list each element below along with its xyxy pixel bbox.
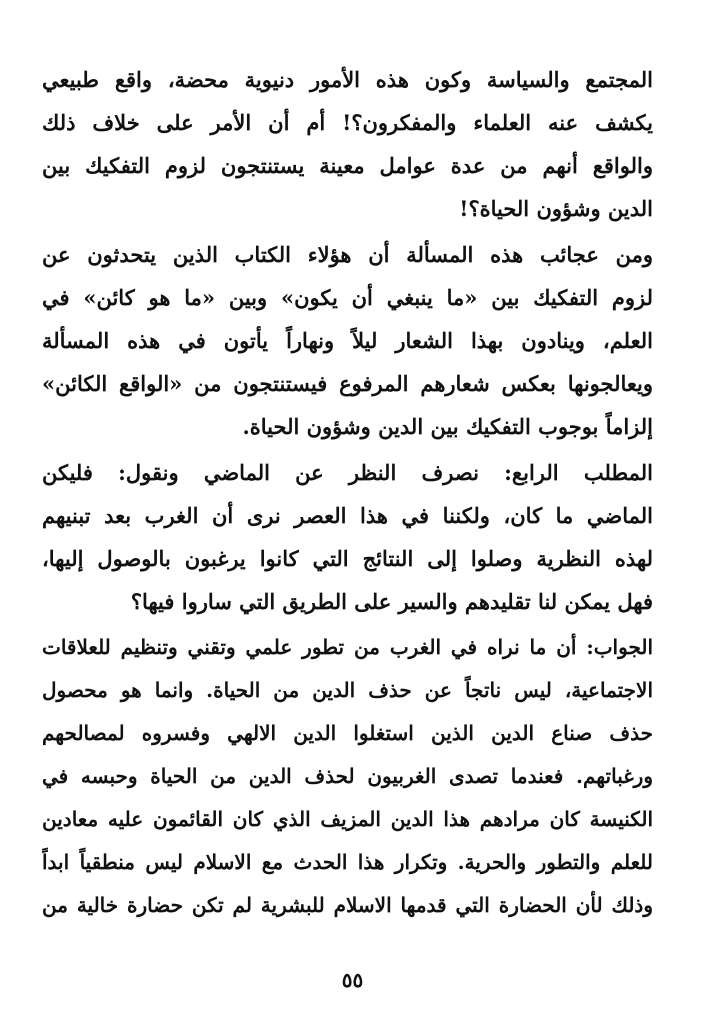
text-line: الكنيسة كان مرادهم هذا الدين المزيف الذي كان القائمون عليه معادين	[42, 807, 653, 831]
text-line: الاجتماعية، ليس ناتجاً عن حذف الدين من الحياة. وانما هو محصول	[42, 678, 653, 702]
text-line: لزوم التفكيك بين «ما ينبغي أن يكون» وبين «ما هو كائن» في	[42, 285, 653, 310]
text-line: نصرف النظر عن الماضي ونقول: فليكن	[42, 460, 479, 485]
text-line: ومن عجائب هذه المسألة أن هؤلاء الكتاب الذين يتحدثون عن	[42, 242, 653, 267]
paragraph-1	[42, 58, 653, 230]
text-line: المجتمع والسياسة وكون هذه الأمور دنيوية محضة، واقع طبيعي	[42, 67, 653, 92]
text-line: وذلك لأن الحضارة التي قدمها الاسلام للبشرية لم تكن حضارة خالية من	[42, 893, 653, 917]
text-line: حذف صناع الدين الذين استغلوا الدين الالهي وفسروه لمصالحهم	[42, 721, 653, 745]
text-line: الماضي ما كان، ولكننا في هذا العصر نرى أن الغرب بعد تبنيهم	[42, 503, 653, 528]
page-number: ٥٥	[341, 968, 364, 992]
paragraph-2	[42, 233, 653, 448]
text-line: والواقع أنهم من عدة عوامل معينة يستنتجون لزوم التفكيك بين	[42, 153, 653, 178]
text-line: الدين وشؤون الحياة؟!	[459, 196, 653, 221]
text-line: لهذه النظرية وصلوا إلى النتائج التي كانوا يرغبون بالوصول إليها،	[42, 546, 653, 571]
paragraph-4	[42, 626, 653, 927]
text-line: يكشف عنه العلماء والمفكرون؟! أم أن الأمر على خلاف ذلك	[42, 110, 653, 135]
text-line: إلزاماً بوجوب التفكيك بين الدين وشؤون الحياة.	[242, 414, 653, 439]
text-line: للعلم والتطور والحرية. وتكرار هذا الحدث مع الاسلام ليس منطقياً ابداً	[42, 850, 653, 874]
text-line: فهل يمكن لنا تقليدهم والسير على الطريق التي ساروا فيها؟	[130, 589, 653, 614]
text-line: العلم، وينادون بهذا الشعار ليلاً ونهاراً يأتون في هذه المسألة	[42, 328, 653, 353]
text-line: ورغباتهم. فعندما تصدى الغربيون لحذف الدين من الحياة وحبسه في	[42, 764, 653, 788]
section-label: المطلب الرابع:	[504, 460, 653, 485]
text-line: ويعالجونها بعكس شعارهم المرفوع فيستنتجون من «الواقع الكائن»	[42, 371, 653, 396]
paragraph-3	[42, 451, 653, 623]
text-line-with-label	[42, 451, 653, 494]
text-line: الجواب: أن ما نراه في الغرب من تطور علمي وتقني وتنظيم للعلاقات	[42, 635, 653, 659]
